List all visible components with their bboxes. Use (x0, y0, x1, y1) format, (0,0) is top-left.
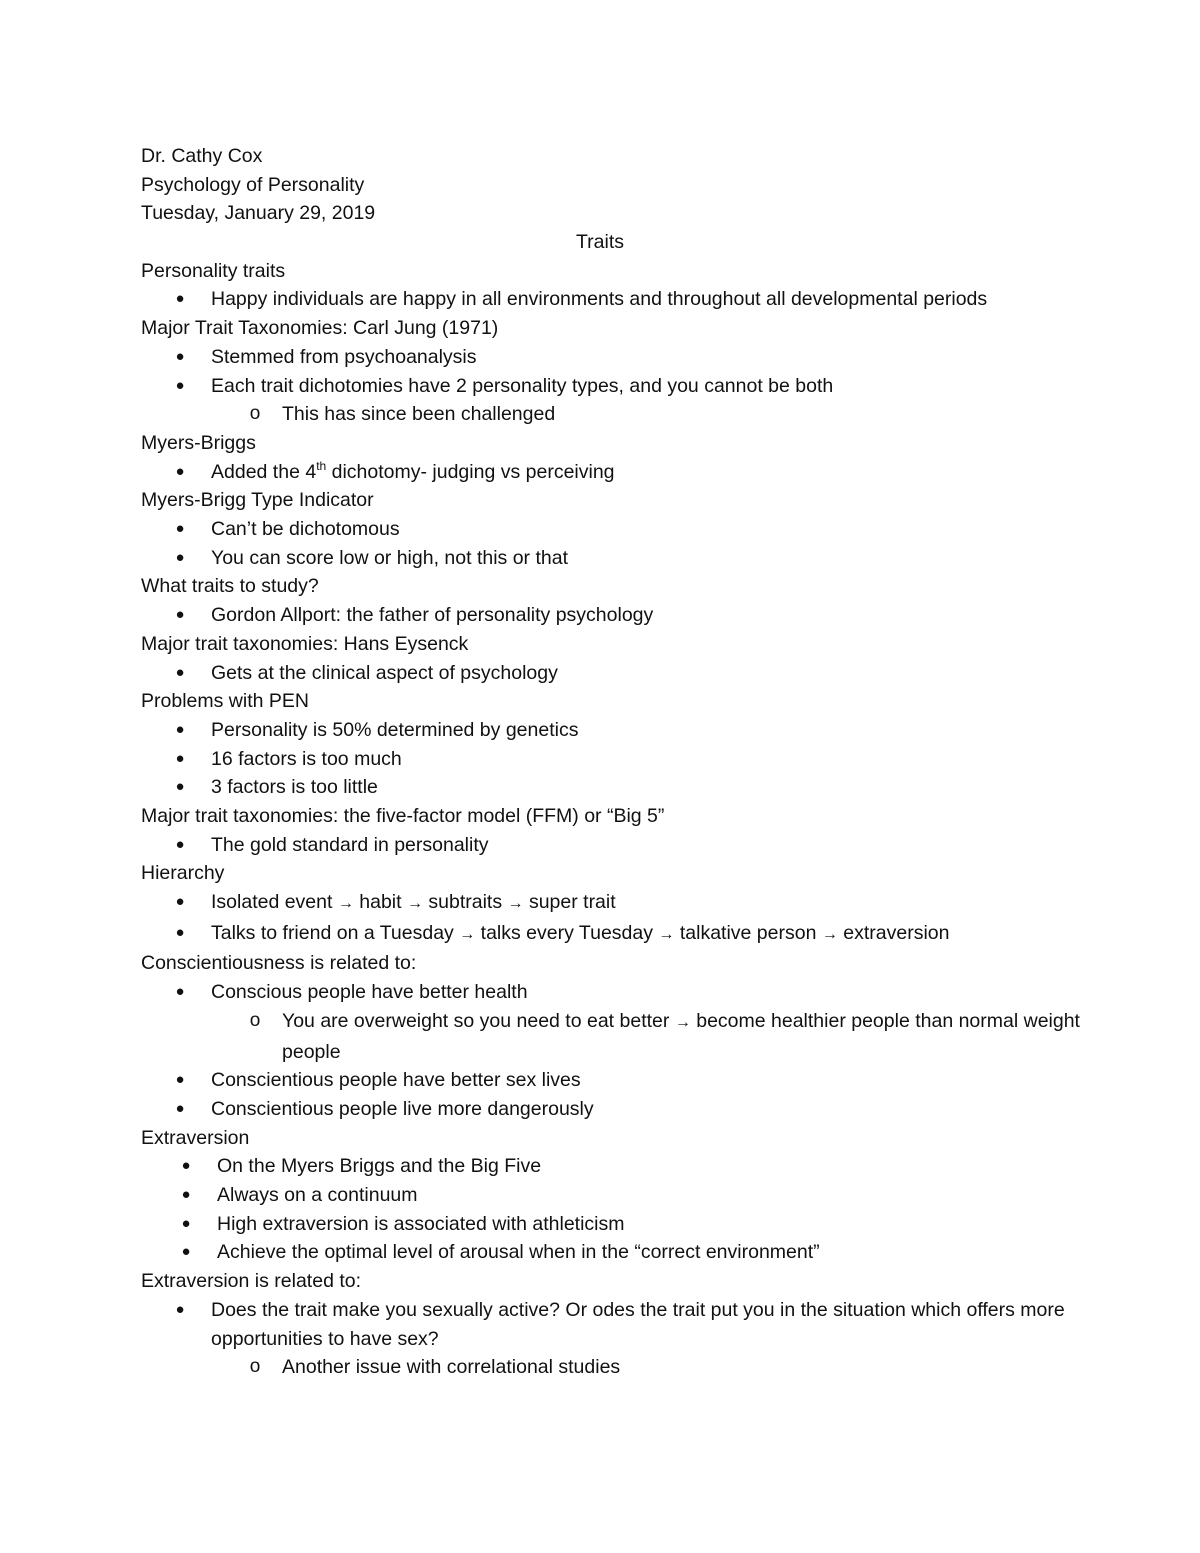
note-section (141, 257, 1101, 314)
section-heading: What traits to study? (141, 575, 319, 598)
bullet-text: Each trait dichotomies have 2 personality types, and you cannot be both (211, 374, 834, 397)
bullet-icon: ● (175, 462, 185, 480)
bullet-icon: ● (175, 1300, 185, 1318)
bullet-icon: ● (175, 749, 185, 767)
bullet-item (141, 831, 1071, 860)
bullet-item (141, 343, 1071, 372)
bullet-text: Achieve the optimal level of arousal when in the “correct environment” (217, 1241, 820, 1264)
bullet-text: Can’t be dichotomous (211, 518, 400, 541)
bullet-item (141, 1181, 1071, 1210)
text-segment: Added the 4 (211, 460, 317, 483)
bullet-icon: ● (175, 548, 185, 566)
sub-bullet-text: This has since been challenged (282, 403, 556, 426)
bullet-icon: ● (175, 983, 185, 1001)
bullet-text: Always on a continuum (217, 1184, 418, 1207)
bullet-icon: ● (175, 663, 185, 681)
bullet-item (141, 888, 1071, 919)
hierarchy-part: extraversion (843, 921, 950, 944)
bullet-text (211, 458, 615, 483)
bullet-item (141, 1238, 1071, 1267)
note-section (141, 314, 1101, 429)
bullet-item (141, 601, 1071, 630)
bullet-item (141, 1210, 1071, 1239)
bullet-text: You can score low or high, not this or that (211, 546, 568, 569)
bullet-text (211, 891, 616, 913)
hierarchy-part: subtraits (428, 891, 503, 914)
bullet-item (141, 1296, 1071, 1353)
author-name: Dr. Cathy Cox (141, 145, 263, 167)
bullet-text (211, 922, 949, 944)
bullet-text: Does the trait make you sexually active? Or odes the trait put you in the situation which offers more opportunities to have sex? (211, 1298, 1065, 1350)
bullet-text: Happy individuals are happy in all environments and throughout all developmental periods (211, 288, 988, 311)
bullet-item (141, 978, 1071, 1007)
bullet-item (141, 458, 1071, 487)
arrow-icon: → (337, 895, 354, 913)
bullet-icon: ● (181, 1214, 191, 1232)
bullet-item (141, 1095, 1071, 1124)
bullet-icon: ● (175, 347, 185, 365)
arrow-icon: → (821, 925, 838, 943)
bullet-icon: ● (175, 1071, 185, 1089)
bullet-icon: ● (181, 1157, 191, 1175)
bullet-text: On the Myers Briggs and the Big Five (217, 1155, 542, 1178)
note-section (141, 630, 1101, 687)
hierarchy-part: super trait (528, 891, 616, 914)
bullet-item (141, 919, 1071, 950)
hierarchy-part: talks every Tuesday (480, 921, 653, 944)
bullet-icon: ● (175, 720, 185, 738)
section-heading: Major Trait Taxonomies: Carl Jung (1971) (141, 317, 499, 340)
hierarchy-part: habit (359, 891, 402, 914)
bullet-icon: ● (175, 835, 185, 853)
bullet-icon: ● (175, 290, 185, 308)
section-heading: Conscientiousness is related to: (141, 952, 417, 975)
sub-bullet-icon: o (249, 1356, 261, 1378)
bullet-text: The gold standard in personality (211, 833, 489, 856)
bullet-text: Stemmed from psychoanalysis (211, 345, 477, 368)
bullet-text: 3 factors is too little (211, 776, 378, 799)
bullet-item (141, 773, 1071, 802)
bullet-text: Conscious people have better health (211, 981, 528, 1004)
bullet-item (141, 372, 1071, 401)
section-heading: Extraversion is related to: (141, 1270, 362, 1293)
note-section (141, 687, 1101, 802)
section-heading: Personality traits (141, 259, 286, 282)
bullet-item (141, 745, 1071, 774)
note-section (141, 1124, 1101, 1268)
bullet-icon: ● (175, 520, 185, 538)
bullet-item (141, 716, 1071, 745)
section-heading: Extraversion (141, 1126, 250, 1149)
bullet-text: Gordon Allport: the father of personality psychology (211, 604, 654, 627)
arrow-icon: → (507, 895, 524, 913)
arrow-icon: → (658, 925, 675, 943)
section-heading: Myers-Briggs (141, 431, 256, 454)
ordinal-suffix: th (316, 458, 327, 473)
bullet-icon: ● (175, 606, 185, 624)
lecture-date: Tuesday, January 29, 2019 (141, 202, 376, 225)
bullet-item (141, 285, 1071, 314)
sub-bullet-item (141, 400, 1082, 429)
sub-bullet-text: Another issue with correlational studies (282, 1356, 621, 1379)
note-section (141, 949, 1101, 1123)
bullet-icon: ● (181, 1186, 191, 1204)
bullet-icon: ● (175, 376, 185, 394)
bullet-text: Gets at the clinical aspect of psychology (211, 661, 558, 684)
bullet-text: 16 factors is too much (211, 747, 402, 770)
bullet-text: Personality is 50% determined by genetics (211, 718, 579, 741)
bullet-item (141, 1066, 1071, 1095)
arrow-icon: → (406, 895, 423, 913)
section-heading: Problems with PEN (141, 690, 309, 713)
sections-container (141, 257, 1101, 1382)
section-heading: Major trait taxonomies: the five-factor model (FFM) or “Big 5” (141, 805, 665, 827)
sub-bullet-icon: o (249, 1009, 261, 1031)
note-section (141, 1267, 1101, 1382)
note-section (141, 859, 1101, 949)
hierarchy-part: talkative person (679, 921, 817, 944)
sub-bullet-text (282, 1010, 1080, 1063)
note-section (141, 486, 1101, 572)
hierarchy-part: Talks to friend on a Tuesday (211, 921, 454, 944)
bullet-icon: ● (175, 923, 185, 941)
note-section (141, 429, 1101, 486)
bullet-icon: ● (175, 778, 185, 796)
bullet-item (141, 544, 1071, 573)
bullet-text: High extraversion is associated with athleticism (217, 1212, 625, 1235)
sub-bullet-icon: o (249, 403, 261, 425)
bullet-icon: ● (175, 893, 185, 911)
bullet-item (141, 1152, 1071, 1181)
arrow-icon: → (674, 1013, 691, 1031)
note-section (141, 802, 1101, 859)
bullet-text: Conscientious people have better sex lives (211, 1069, 581, 1092)
arrow-icon: → (459, 925, 476, 943)
notes-body (141, 142, 1101, 1382)
page-title: Traits (575, 231, 625, 254)
sub-bullet-item (141, 1007, 1082, 1066)
sub-part: become healthier people than normal weight people (282, 1009, 1080, 1063)
bullet-item (141, 659, 1071, 688)
course-title: Psychology of Personality (141, 173, 365, 196)
text-segment: dichotomy- judging vs perceiving (326, 460, 615, 483)
section-heading: Major trait taxonomies: Hans Eysenck (141, 632, 469, 655)
section-heading: Myers-Brigg Type Indicator (141, 489, 374, 512)
sub-part: You are overweight so you need to eat better (282, 1009, 670, 1032)
bullet-icon: ● (181, 1243, 191, 1261)
hierarchy-part: Isolated event (211, 891, 333, 914)
note-section (141, 572, 1101, 629)
sub-bullet-item (141, 1353, 1082, 1382)
bullet-icon: ● (175, 1099, 185, 1117)
bullet-text: Conscientious people live more dangerously (211, 1097, 594, 1120)
bullet-item (141, 515, 1071, 544)
section-heading: Hierarchy (141, 862, 225, 885)
